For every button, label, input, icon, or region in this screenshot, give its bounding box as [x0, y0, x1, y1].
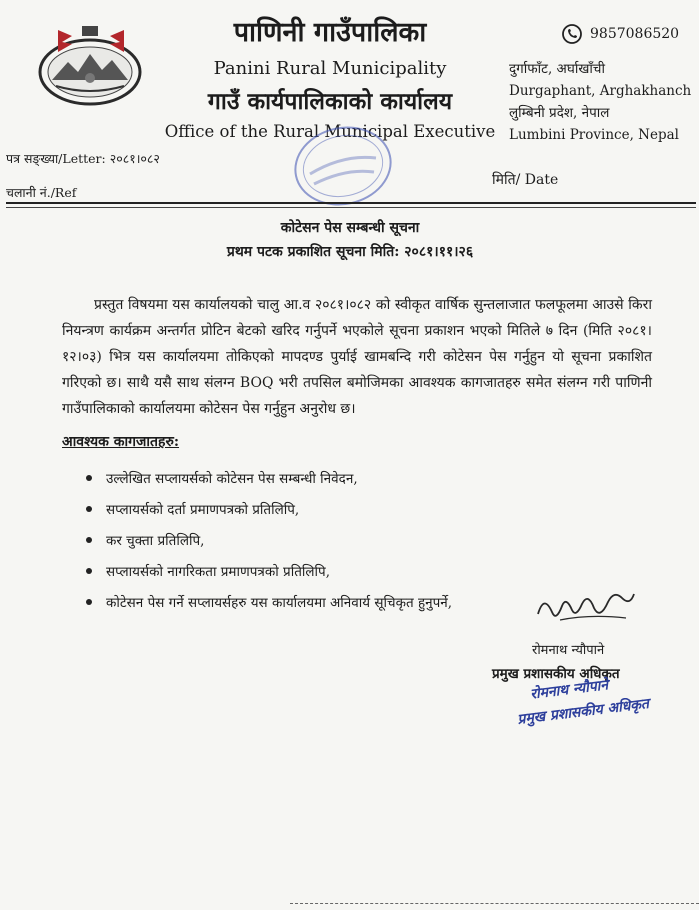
address-line: Lumbini Province, Nepal — [509, 127, 679, 143]
municipality-title-en: Panini Rural Municipality — [213, 58, 447, 79]
list-item: सप्लायर्सको दर्ता प्रमाणपत्रको प्रतिलिपि, — [86, 493, 452, 524]
bullet-icon — [86, 599, 92, 605]
bullet-icon — [86, 537, 92, 543]
municipality-emblem-icon — [34, 22, 146, 110]
bullet-icon — [86, 475, 92, 481]
municipality-title-np: पाणिनी गाउँपालिका — [233, 17, 427, 48]
office-title-en: Office of the Rural Municipal Executive — [164, 122, 496, 141]
notice-title: कोटेसन पेस सम्बन्धी सूचना — [280, 220, 420, 236]
footer-divider — [290, 903, 699, 904]
requirements-list — [86, 462, 452, 617]
list-item: कोटेसन पेस गर्ने सप्लायर्सहरु यस कार्यालयमा अनिवार्य सूचिकृत हुनुपर्ने, — [86, 586, 452, 617]
bullet-icon — [86, 568, 92, 574]
address-line: दुर्गाफाँट, अर्घाखाँची — [509, 61, 605, 77]
notice-body — [62, 292, 652, 422]
reference-number: चलानी नं./Ref — [6, 185, 77, 200]
signatory-title: प्रमुख प्रशासकीय अधिकृत — [492, 666, 620, 682]
list-item: सप्लायर्सको नागरिकता प्रमाणपत्रको प्रतिलिपि, — [86, 555, 452, 586]
notice-published-date: प्रथम पटक प्रकाशित सूचना मिति: २०८१।११।२६ — [226, 244, 474, 260]
office-title-np: गाउँ कार्यपालिकाको कार्यालय — [207, 88, 453, 115]
header-divider — [6, 202, 696, 204]
seal-name: रोमनाथ न्यौपाने — [529, 677, 609, 703]
address-line: Durgaphant, Arghakhanch — [509, 83, 692, 99]
seal-title: प्रमुख प्रशासकीय अधिकृत — [516, 695, 650, 728]
header-divider-thin — [6, 207, 696, 208]
phone-number: 9857086520 — [590, 26, 680, 42]
signatory-name: रोमनाथ न्यौपाने — [532, 643, 605, 658]
date-label: मिति/ Date — [492, 172, 559, 188]
phone-icon — [562, 24, 582, 44]
requirements-heading: आवश्यक कागजातहरु: — [62, 434, 180, 450]
bullet-icon — [86, 506, 92, 512]
notice-body-paragraph: प्रस्तुत विषयमा यस कार्यालयको चालु आ.व २०८१।०८२ को स्वीकृत वार्षिक सुन्तलाजात फलफूलमा आउसे किरा नियन्त्रण कार्यक्रम अन्तर्गत प्रोटिन बेटको खरिद गर्नुपर्ने भएकोले सूचना प्रकाशन भएको मितिले ७ दिन (मिति २०८१।१२।०३) भित्र यस कार्यालयमा तोकिएको मापदण्ड पुर्याई खामबन्दि गरी कोटेसन पेस गर्नुहुन यो सूचना प्रकाशित गरिएको छ। साथै यसै साथ संलग्न BOQ भरी तपसिल बमोजिमका आवश्यक कागजातहरु समेत संलग्न गरी पाणिनी गाउँपालिकाको कार्यालयमा कोटेसन पेस गर्नुहुन अनुरोध छ। — [62, 297, 652, 417]
signature-icon — [530, 584, 640, 632]
office-stamp-icon — [268, 118, 418, 214]
list-item: उल्लेखित सप्लायर्सको कोटेसन पेस सम्बन्धी निवेदन, — [86, 462, 452, 493]
list-item: कर चुक्ता प्रतिलिपि, — [86, 524, 452, 555]
address-line: लुम्बिनी प्रदेश, नेपाल — [509, 105, 610, 121]
phone-contact — [562, 24, 679, 44]
letter-number: पत्र सङ्ख्या/Letter: २०८१।०८२ — [6, 151, 160, 166]
